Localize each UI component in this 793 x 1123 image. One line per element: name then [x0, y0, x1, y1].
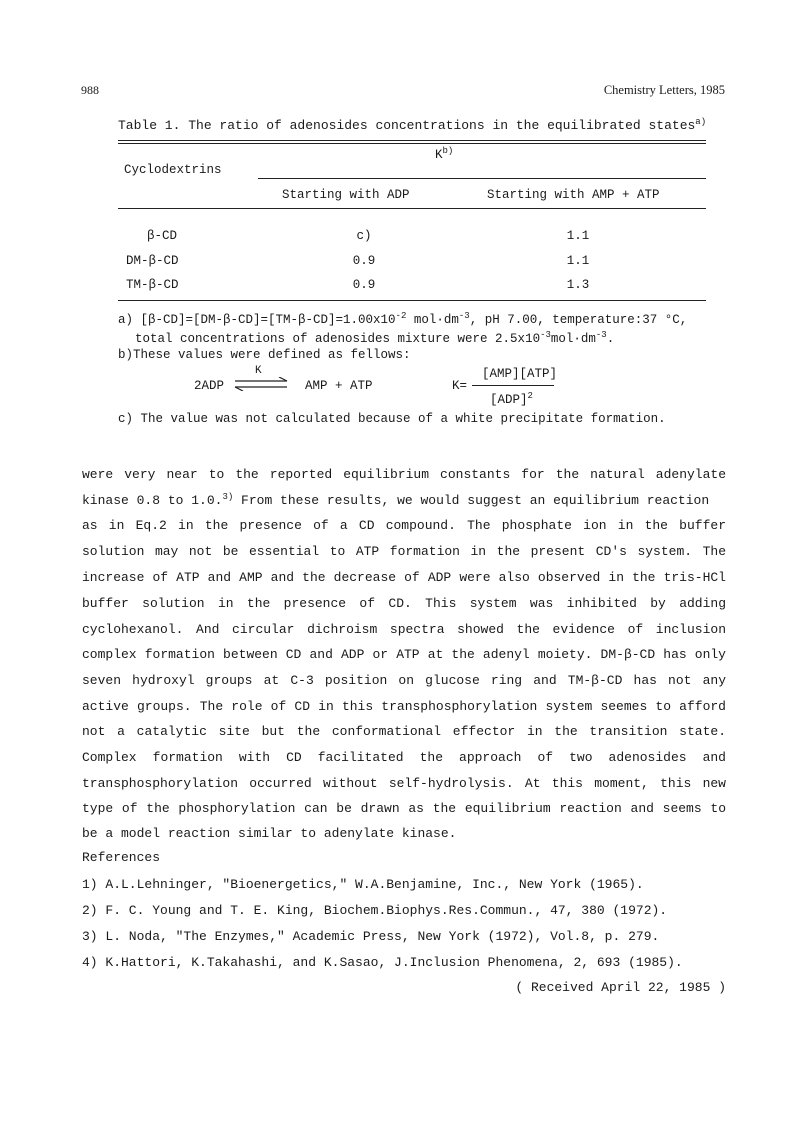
- body-line: as in Eq.2 in the presence of a CD compound. The phosphate ion in the buffer: [82, 518, 726, 533]
- footnote-a-line2: [135, 330, 614, 346]
- fn-a-text: .: [606, 332, 615, 346]
- table-cell-amp-atp: 1.1: [566, 229, 590, 243]
- equilibrium-arrow-icon: [233, 377, 289, 391]
- fn-a-unit: mol·dm: [406, 313, 459, 327]
- body-line-text: kinase 0.8 to 1.0.: [82, 493, 223, 508]
- table-cell-adp: 0.9: [352, 278, 376, 292]
- reference-item: 3) L. Noda, "The Enzymes," Academic Press, New York (1972), Vol.8, p. 279.: [82, 929, 660, 944]
- journal-title: Chemistry Letters, 1985: [603, 83, 725, 97]
- table-header-rule: [118, 208, 706, 209]
- fn-a-unit: mol·dm: [550, 332, 596, 346]
- eq-right: AMP + ATP: [305, 379, 373, 393]
- fn-a-exp: -3: [458, 311, 470, 321]
- table-bottom-rule: [118, 300, 706, 301]
- eq-arrow-label: K: [255, 365, 262, 377]
- table-row-name: TM-β-CD: [126, 278, 179, 292]
- table-cell-adp: c): [356, 229, 372, 243]
- footnote-c: c) The value was not calculated because of a white precipitate formation.: [118, 412, 666, 426]
- col-starting-adp: Starting with ADP: [282, 188, 410, 202]
- fn-a-exp: -3: [540, 330, 551, 340]
- body-line: seven hydroxyl groups at C-3 position on glucose ring and TM-β-CD has not any: [82, 673, 726, 688]
- body-line: buffer solution in the presence of CD. This system was inhibited by adding: [82, 596, 726, 611]
- page-number: 988: [81, 83, 99, 97]
- eq-denominator: [490, 391, 533, 407]
- table-top-rule-double: [118, 143, 706, 144]
- body-line: be a model reaction similar to adenylate kinase.: [82, 826, 457, 841]
- fn-a-text: total concentrations of adenosides mixture were 2.5x10: [135, 332, 541, 346]
- body-line: complex formation between CD and ADP or ATP at the adenyl moiety. DM-β-CD has only: [82, 647, 726, 662]
- fn-a-exp: -3: [595, 330, 607, 340]
- table-cell-amp-atp: 1.3: [566, 278, 590, 292]
- body-line: were very near to the reported equilibrium constants for the natural adenylate: [82, 467, 726, 482]
- body-line-text: From these results, we would suggest an equilibrium reaction: [233, 493, 710, 508]
- body-line: not a catalytic site but the conformational effector in the transition state.: [82, 724, 726, 739]
- references-heading: References: [82, 850, 161, 865]
- fn-a-exp: -2: [395, 311, 407, 321]
- table-top-rule: [118, 140, 706, 141]
- eq-numerator: [AMP][ATP]: [482, 367, 558, 381]
- citation-sup: 3): [222, 492, 234, 502]
- body-line: active groups. The role of CD in this transphosphorylation system seemes to afford: [82, 699, 726, 714]
- table-cell-adp: 0.9: [352, 254, 376, 268]
- table-caption-sup: a): [695, 117, 707, 127]
- table-caption-text: Table 1. The ratio of adenosides concentrations in the equilibrated states: [118, 118, 696, 133]
- col-starting-amp-atp: Starting with AMP + ATP: [487, 188, 660, 202]
- col-cyclodextrins: Cyclodextrins: [124, 163, 222, 177]
- table-row-name: DM-β-CD: [126, 254, 179, 268]
- reference-item: 2) F. C. Young and T. E. King, Biochem.Biophys.Res.Commun., 47, 380 (1972).: [82, 903, 668, 918]
- footnote-a-line1: [118, 311, 687, 327]
- k-symbol: K: [435, 148, 443, 162]
- reference-item: 1) A.L.Lehninger, "Bioenergetics," W.A.Benjamine, Inc., New York (1965).: [82, 877, 644, 892]
- eq-k: K=: [452, 379, 468, 393]
- fn-a-text: , pH 7.00, temperature:37 °C,: [469, 313, 688, 327]
- body-line: Complex formation with CD facilitated the approach of two adenosides and: [82, 750, 726, 765]
- received-date: ( Received April 22, 1985 ): [515, 980, 726, 995]
- table-k-rule: [258, 178, 706, 179]
- k-sup: b): [442, 146, 454, 156]
- body-line: cyclohexanol. And circular dichroism spectra showed the evidence of inclusion: [82, 622, 726, 637]
- eq-left: 2ADP: [194, 379, 225, 393]
- body-line: solution may not be essential to ATP formation in the present CD's system. The: [82, 544, 726, 559]
- fn-a-text: a) [β-CD]=[DM-β-CD]=[TM-β-CD]=1.00x10: [118, 313, 396, 327]
- footnote-b: b)These values were defined as fellows:: [118, 348, 411, 362]
- eq-denominator-exp: 2: [527, 391, 533, 401]
- table-cell-amp-atp: 1.1: [566, 254, 590, 268]
- table-caption: [118, 117, 706, 133]
- eq-fraction-line: [472, 385, 554, 386]
- body-line: type of the phosphorylation can be drawn as the equilibrium reaction and seems to: [82, 801, 726, 816]
- table-row-name: β-CD: [147, 229, 178, 243]
- reference-item: 4) K.Hattori, K.Takahashi, and K.Sasao, J.Inclusion Phenomena, 2, 693 (1985).: [82, 955, 683, 970]
- body-line: [82, 492, 709, 508]
- body-line: increase of ATP and AMP and the decrease of ADP were also observed in the tris-HCl: [82, 570, 726, 585]
- eq-denominator-text: [ADP]: [490, 393, 528, 407]
- body-line: transphosphorylation occurred without self-hydrolysis. At this moment, this new: [82, 776, 726, 791]
- table-k-header: [435, 146, 453, 162]
